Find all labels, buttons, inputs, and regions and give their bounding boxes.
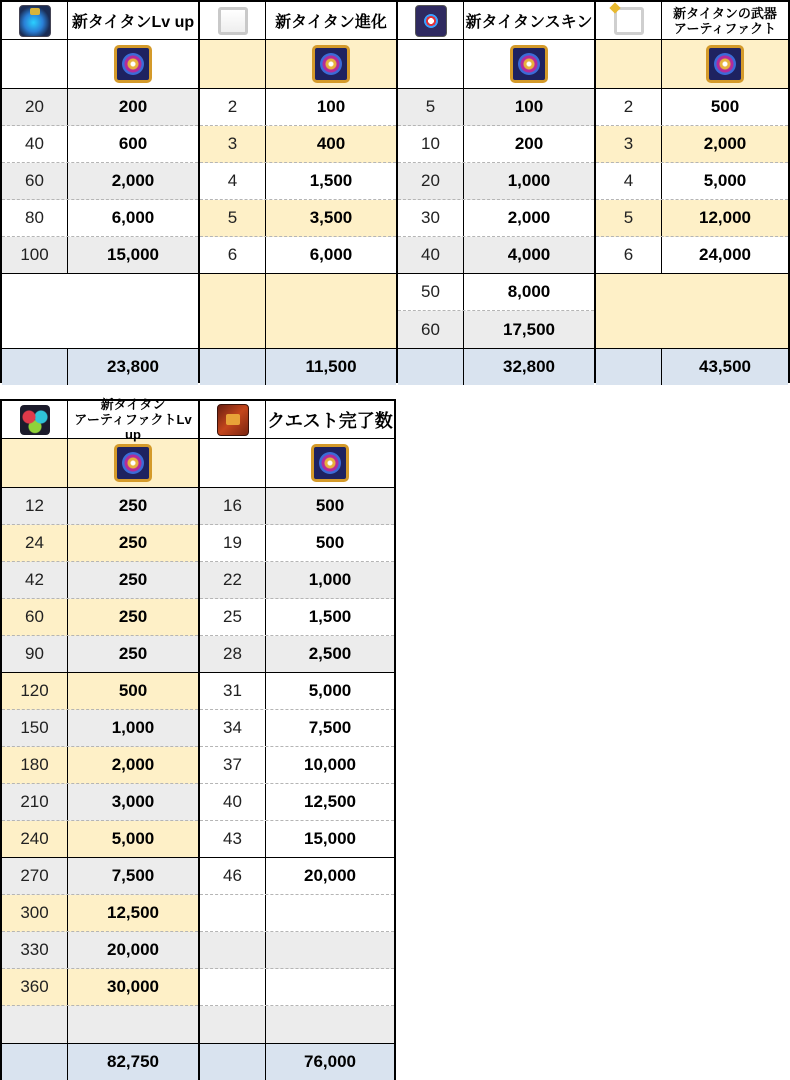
- table-row: 28 2,500: [200, 636, 394, 673]
- table-row: 2 100: [200, 89, 396, 126]
- table-titan-artifact-lvup: [0, 399, 200, 1080]
- table-row: 43 15,000: [200, 821, 394, 858]
- table-row: 270 7,500: [2, 858, 198, 895]
- empty-row: [596, 274, 788, 348]
- emblem-currency-icon: [510, 45, 548, 83]
- total-row: [2, 1043, 198, 1080]
- total-value: 82,750: [107, 1052, 159, 1071]
- table-title: 新タイタンスキン: [464, 2, 594, 39]
- table-row: 40 4,000: [398, 237, 594, 274]
- table-row: 120 500: [2, 673, 198, 710]
- scroll-icon: [217, 404, 249, 436]
- table-row: 90 250: [2, 636, 198, 673]
- table-row: 4 1,500: [200, 163, 396, 200]
- table-row: 16 500: [200, 488, 394, 525]
- table-titan-weapon-artifact: [594, 0, 790, 383]
- table-title: 新タイタンLv up: [68, 2, 198, 39]
- table-row: 5 3,500: [200, 200, 396, 237]
- empty-row: [200, 274, 396, 348]
- table-title: 新タイタン進化: [266, 2, 396, 39]
- table-title: 新タイタンの武器 アーティファクト: [662, 2, 788, 39]
- frame-icon: [218, 7, 248, 35]
- table-row: 60 2,000: [2, 163, 198, 200]
- table-header: [2, 397, 198, 442]
- total-row: [200, 1043, 394, 1080]
- table-row: 3 2,000: [596, 126, 788, 163]
- table-row: 30 2,000: [398, 200, 594, 237]
- table-row: 50 8,000: [398, 274, 594, 311]
- table-row: 20 200: [2, 89, 198, 126]
- table-row: 20 1,000: [398, 163, 594, 200]
- empty-row: [200, 1006, 394, 1043]
- table-row: 10 200: [398, 126, 594, 163]
- total-value: 43,500: [699, 357, 751, 376]
- table-row: 60 250: [2, 599, 198, 636]
- table-row: 360 30,000: [2, 969, 198, 1006]
- table-header: [200, 2, 396, 40]
- table-titan-skin: [396, 0, 596, 383]
- table-row: 300 12,500: [2, 895, 198, 932]
- table-row: 240 5,000: [2, 821, 198, 858]
- table-row: 34 7,500: [200, 710, 394, 747]
- table-row: 19 500: [200, 525, 394, 562]
- table-row: 5 100: [398, 89, 594, 126]
- table-row: 80 6,000: [2, 200, 198, 237]
- table-row: 100 15,000: [2, 237, 198, 274]
- total-value: 11,500: [305, 357, 357, 376]
- frame-star-icon: [614, 7, 644, 35]
- table-header: [200, 401, 394, 439]
- table-row: 40 600: [2, 126, 198, 163]
- table-titan-evolution: [198, 0, 398, 383]
- table-row: 42 250: [2, 562, 198, 599]
- table-header: [398, 2, 594, 40]
- emblem-currency-icon: [114, 444, 152, 482]
- total-row: [200, 348, 396, 385]
- empty-row: [2, 1006, 198, 1043]
- emblem-currency-icon: [311, 444, 349, 482]
- table-header: [596, 2, 788, 40]
- table-row: 180 2,000: [2, 747, 198, 784]
- potion-icon: [19, 5, 51, 37]
- total-row: [2, 348, 198, 385]
- table-row: 2 500: [596, 89, 788, 126]
- table-row: 12 250: [2, 488, 198, 525]
- table-row: 25 1,500: [200, 599, 394, 636]
- total-value: 23,800: [107, 357, 159, 376]
- empty-row: [200, 932, 394, 969]
- table-row: 150 1,000: [2, 710, 198, 747]
- total-value: 32,800: [503, 357, 555, 376]
- empty-row: [2, 274, 198, 348]
- table-header: [2, 2, 198, 40]
- total-value: 76,000: [304, 1052, 356, 1071]
- table-row: 46 20,000: [200, 858, 394, 895]
- table-row: 6 24,000: [596, 237, 788, 274]
- table-row: 3 400: [200, 126, 396, 163]
- table-quest-completed: [198, 399, 396, 1080]
- table-row: 330 20,000: [2, 932, 198, 969]
- empty-row: [200, 895, 394, 932]
- empty-row: [200, 969, 394, 1006]
- table-row: 210 3,000: [2, 784, 198, 821]
- emblem-currency-icon: [706, 45, 744, 83]
- table-row: 5 12,000: [596, 200, 788, 237]
- table-row: 40 12,500: [200, 784, 394, 821]
- total-row: [596, 348, 788, 385]
- table-row: 4 5,000: [596, 163, 788, 200]
- emblem-currency-icon: [114, 45, 152, 83]
- table-title: クエスト完了数: [266, 401, 394, 438]
- table-row: 31 5,000: [200, 673, 394, 710]
- eye-icon: [415, 5, 447, 37]
- table-row: 60 17,500: [398, 311, 594, 348]
- table-title: 新タイタン アーティファクトLv up: [68, 401, 198, 438]
- table-row: 22 1,000: [200, 562, 394, 599]
- table-row: 6 6,000: [200, 237, 396, 274]
- emblem-currency-icon: [312, 45, 350, 83]
- table-row: 37 10,000: [200, 747, 394, 784]
- total-row: [398, 348, 594, 385]
- gems-icon: [20, 405, 50, 435]
- table-titan-lvup: [0, 0, 200, 383]
- table-row: 24 250: [2, 525, 198, 562]
